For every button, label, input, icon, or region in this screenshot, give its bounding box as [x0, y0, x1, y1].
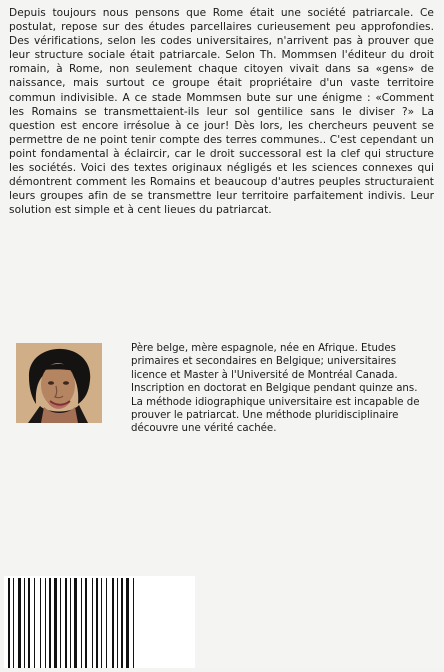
- barcode-bar: [28, 578, 30, 668]
- book-summary: Depuis toujours nous pensons que Rome était une société patriarcale. Ce postulat, repose sur des études parcellaires curieusement peu approfondies. Des vérifications, selon les codes universitaires, n'arrivent pas à prouver que leur structure sociale était patriarcale. Selon Th. Mommsen l'éditeur du droit romain, à Rome, non seulement chaque citoyen vivait dans sa «gens» de naissance, mais surtout ce groupe était propriétaire d'un vaste territoire commun indivisible. A ce stade Mommsen bute sur une énigme : «Comment les Romains se transmettaient-ils leur sol gentilice sans le diviser ?» La question est encore irrésolue à ce jour! Dès lors, les chercheurs peuvent se permettre de ne point tenir compte des terres communes.. C'est cependant un point fondamental à éclaircir, car le droit successoral est la clef qui structure les sociétés. Voici des textes originaux négligés et les sciences connexes qui démontrent comment les Romains et beaucoup d'autres peuples structuraient leurs groupes afin de se transmettre leur territoire parfaitement indivis. Leur solution est simple et à cent lieues du patriarcat.: [9, 7, 434, 217]
- barcode-bar: [60, 578, 61, 668]
- barcode-bar: [74, 578, 77, 668]
- barcode-bar: [8, 578, 10, 668]
- barcode-bar: [92, 578, 93, 668]
- barcode-bar: [13, 578, 14, 668]
- barcode-bar: [96, 578, 98, 668]
- barcode-bar: [133, 578, 134, 668]
- barcode-bar: [117, 578, 118, 668]
- barcode-bar: [81, 578, 82, 668]
- barcode-bar: [65, 578, 67, 668]
- barcode-bar: [85, 578, 87, 668]
- barcode-bar: [112, 578, 114, 668]
- barcode-bar: [34, 578, 35, 668]
- barcode-bar: [106, 578, 107, 668]
- barcode-bar: [40, 578, 41, 668]
- barcode-bar: [121, 578, 123, 668]
- author-biography: Père belge, mère espagnole, née en Afrique. Etudes primaires et secondaires en Belgique; universitaires licence et Master à l'Université de Montréal Canada. Inscription en doctorat en Belgique pendant quinze ans. La méthode idiographique universitaire est incapable de prouver le patriarcat. Une méthode pluridisciplinaire découvre une vérité cachée.: [131, 343, 420, 435]
- barcode-bar: [24, 578, 25, 668]
- author-portrait-icon: [16, 343, 102, 423]
- barcode-bar: [70, 578, 71, 668]
- barcode-bar: [101, 578, 102, 668]
- barcode-bar: [49, 578, 51, 668]
- barcode-bar: [126, 578, 129, 668]
- barcode-icon: [4, 576, 195, 668]
- barcode-bar: [45, 578, 46, 668]
- barcode-bar: [54, 578, 57, 668]
- barcode-bar: [18, 578, 21, 668]
